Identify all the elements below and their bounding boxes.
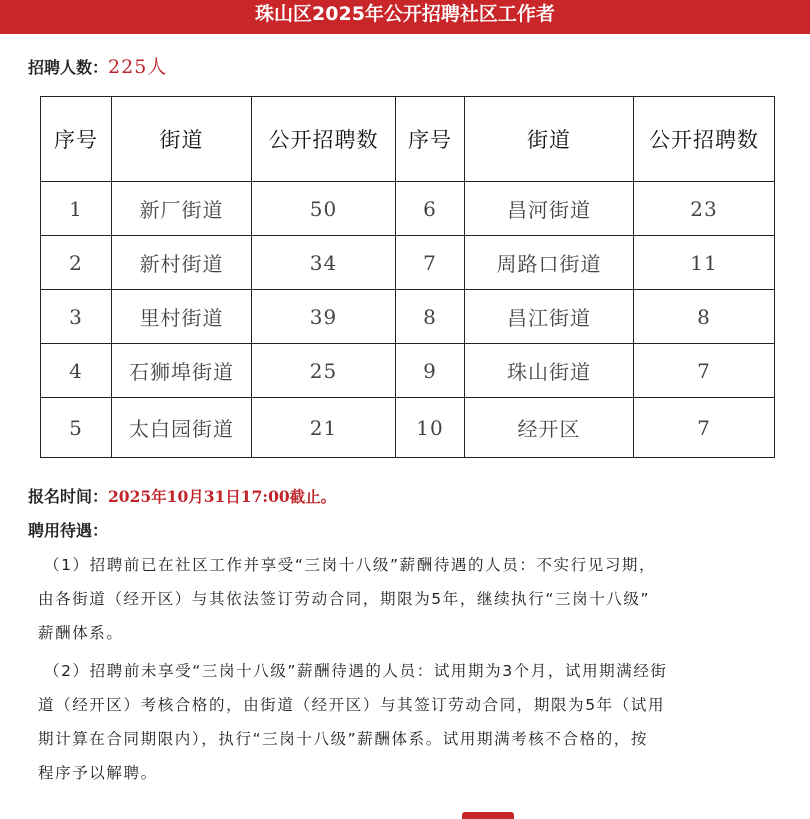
paragraph-line: （2）招聘前未享受“三岗十八级”薪酬待遇的人员：试用期为3个月，试用期满经街: [44, 662, 668, 680]
table-cell: 8: [634, 290, 775, 344]
table-cell: 25: [252, 344, 396, 398]
table-cell: 8: [396, 290, 465, 344]
recruit-count-label: 招聘人数：: [28, 58, 109, 77]
table-cell: 7: [634, 398, 775, 458]
header-street-2: 街道: [465, 97, 634, 182]
table-cell: 新厂街道: [112, 182, 252, 236]
paragraph-line: 期计算在合同期限内），执行“三岗十八级”薪酬体系。试用期满考核不合格的，按: [38, 730, 649, 748]
header-index-1: 序号: [41, 97, 112, 182]
recruit-count-line: [28, 52, 167, 79]
header-street-1: 街道: [112, 97, 252, 182]
benefits-heading: [28, 518, 108, 541]
registration-deadline: 2025年10月31日17:00截止。: [108, 487, 337, 506]
table-cell: 23: [634, 182, 775, 236]
table-cell: 昌江街道: [465, 290, 634, 344]
recruitment-table: [40, 96, 775, 458]
page-title-banner: [0, 0, 810, 34]
table-cell: 周路口街道: [465, 236, 634, 290]
registration-line: [28, 484, 336, 507]
table-cell: 3: [41, 290, 112, 344]
table-header-row: [41, 97, 775, 182]
header-count-2: 公开招聘数: [634, 97, 775, 182]
paragraph-line: 薪酬体系。: [38, 624, 124, 642]
benefits-label: 聘用待遇：: [28, 521, 109, 540]
next-section-heading-fragment: [462, 810, 514, 819]
header-count-1: 公开招聘数: [252, 97, 396, 182]
table-cell: 7: [396, 236, 465, 290]
paragraph-line: 道（经开区）考核合格的，由街道（经开区）与其签订劳动合同，期限为5年（试用: [38, 696, 666, 714]
table-cell: 1: [41, 182, 112, 236]
page-title: 珠山区2025年公开招聘社区工作者: [255, 3, 555, 25]
table-row: [41, 236, 775, 290]
table-cell: 50: [252, 182, 396, 236]
table-cell: 5: [41, 398, 112, 458]
table-cell: 9: [396, 344, 465, 398]
benefits-paragraph-2: [38, 654, 783, 790]
table-cell: 2: [41, 236, 112, 290]
paragraph-line: （1）招聘前已在社区工作并享受“三岗十八级”薪酬待遇的人员：不实行见习期，: [44, 556, 657, 574]
table-cell: 39: [252, 290, 396, 344]
table-cell: 4: [41, 344, 112, 398]
table-cell: 石狮埠街道: [112, 344, 252, 398]
table-cell: 7: [634, 344, 775, 398]
table-cell: 新村街道: [112, 236, 252, 290]
table-cell: 珠山街道: [465, 344, 634, 398]
table-cell: 11: [634, 236, 775, 290]
table-cell: 经开区: [465, 398, 634, 458]
table-cell: 里村街道: [112, 290, 252, 344]
paragraph-line: 由各街道（经开区）与其依法签订劳动合同，期限为5年，继续执行“三岗十八级”: [38, 590, 651, 608]
registration-label: 报名时间：: [28, 487, 109, 506]
benefits-paragraph-1: [38, 548, 783, 650]
table-row: [41, 344, 775, 398]
header-index-2: 序号: [396, 97, 465, 182]
table-cell: 10: [396, 398, 465, 458]
table-cell: 34: [252, 236, 396, 290]
paragraph-line: 程序予以解聘。: [38, 764, 158, 782]
table-cell: 太白园街道: [112, 398, 252, 458]
table-cell: 21: [252, 398, 396, 458]
table-row: [41, 398, 775, 458]
table-cell: 昌河街道: [465, 182, 634, 236]
table-row: [41, 182, 775, 236]
recruit-count-value: 225人: [108, 56, 168, 78]
table-cell: 6: [396, 182, 465, 236]
table-row: [41, 290, 775, 344]
